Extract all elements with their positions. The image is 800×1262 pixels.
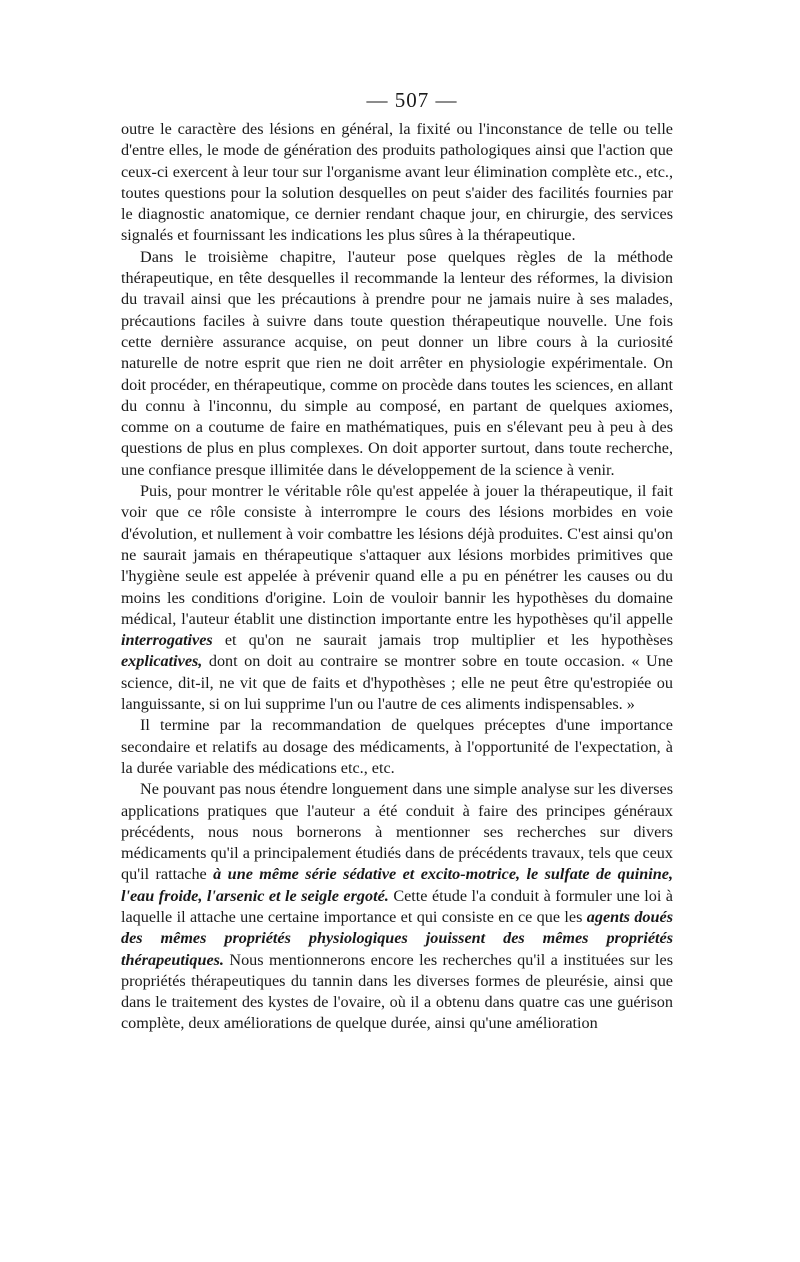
document-page — [121, 88, 673, 1035]
paragraph — [121, 715, 673, 779]
emphasized-text: interrogatives — [121, 631, 213, 650]
emphasized-text: agents doués des mêmes propriétés physiologiques jouissent des mêmes propriétés thérapeutiques. — [121, 907, 673, 969]
text-run: Dans le troisième chapitre, l'auteur pose quelques règles de la méthode thérapeutique, en tête desquelles il recommande la lenteur des réformes, la division du travail ainsi que les précautions à prendre pour ne jamais nuire à ses malades, précautions faciles à suivre dans toute question thérapeutique nouvelle. Une fois cette dernière assurance acquise, on peut donner un libre cours à la curiosité naturelle de notre esprit que rien ne doit arrêter en physiologie expérimentale. On doit procéder, en thérapeutique, comme on procède dans toutes les sciences, en allant du connu à l'inconnu, du simple au composé, en partant de quelques axiomes, comme on a coutume de faire en mathématiques, puis en s'élevant peu à peu à des questions de plus en plus complexes. On doit apporter surtout, dans toute recherche, une confiance presque illimitée dans le développement de la science à venir. — [121, 247, 673, 479]
paragraph — [121, 119, 673, 247]
text-run: Puis, pour montrer le véritable rôle qu'est appelée à jouer la thérapeutique, il fait voir que ce rôle consiste à interrompre le cours des lésions morbides en voie d'évolution, et nullement à voir combattre les lésions déjà produites. C'est ainsi qu'on ne saurait jamais en thérapeutique s'attaquer aux lésions morbides primitives que l'hygiène seule est appelée à prévenir quand elle a pu en pénétrer les causes ou du moins les conditions d'origine. Loin de vouloir bannir les hypothèses du domaine médical, l'auteur établit une distinction importante entre les hypothèses qu'il appelle — [121, 482, 673, 628]
text-run: Nous mentionnerons encore les recherches qu'il a instituées sur les propriétés thérapeutiques du tannin dans les diverses formes de pleurésie, ainsi que dans le traitement des kystes de l'ovaire, où il a obtenu dans quatre cas une guérison complète, deux améliorations de quelque durée, ainsi qu'une amélioration — [121, 950, 673, 1033]
paragraph — [121, 779, 673, 1035]
text-run: et qu'on ne saurait jamais trop multiplier et les hypothèses — [212, 631, 673, 650]
text-run: Cette étude l'a conduit à formuler une loi à laquelle il attache une certaine importance et qui consiste en ce que les — [121, 886, 673, 926]
page-number: — 507 — — [366, 88, 458, 112]
paragraph — [121, 247, 673, 481]
emphasized-text: à une même série sédative et excito-motrice, le sulfate de quinine, l'eau froide, l'arsenic et le seigle ergoté. — [121, 865, 673, 905]
text-run: Il termine par la recommandation de quelques préceptes d'une importance secondaire et relatifs au dosage des médicaments, à l'opportunité de l'expectation, à la durée variable des médications etc., etc. — [121, 716, 673, 777]
text-run: Ne pouvant pas nous étendre longuement dans une simple analyse sur les diverses applications pratiques que l'auteur a été conduit à faire des principes généraux précédents, nous nous bornerons à mentionner ses recherches sur divers médicaments qu'il a principalement étudiés dans de précédents travaux, tels que ceux qu'il rattache — [121, 780, 673, 884]
text-run: outre le caractère des lésions en général, la fixité ou l'inconstance de telle ou telle d'entre elles, le mode de génération des produits pathologiques ainsi que l'action que ceux-ci exercent à leur tour sur l'organisme avant leur élimination complète etc., etc., toutes questions pour la solution desquelles on peut s'aider des facilités fournies par le diagnostic anatomique, ce dernier rendant chaque jour, en chirurgie, des services signalés et fournissant les indications les plus sûres à la thérapeutique. — [121, 120, 673, 245]
text-run: dont on doit au contraire se montrer sobre en toute occasion. « Une science, dit-il, ne vit que de faits et d'hypothèses ; elle ne peut être qu'estropiée ou languissante, si on lui supprime l'un ou l'autre de ces aliments indispensables. » — [121, 652, 673, 714]
emphasized-text: explicatives, — [121, 652, 203, 671]
body-text — [121, 119, 673, 1035]
paragraph — [121, 481, 673, 715]
